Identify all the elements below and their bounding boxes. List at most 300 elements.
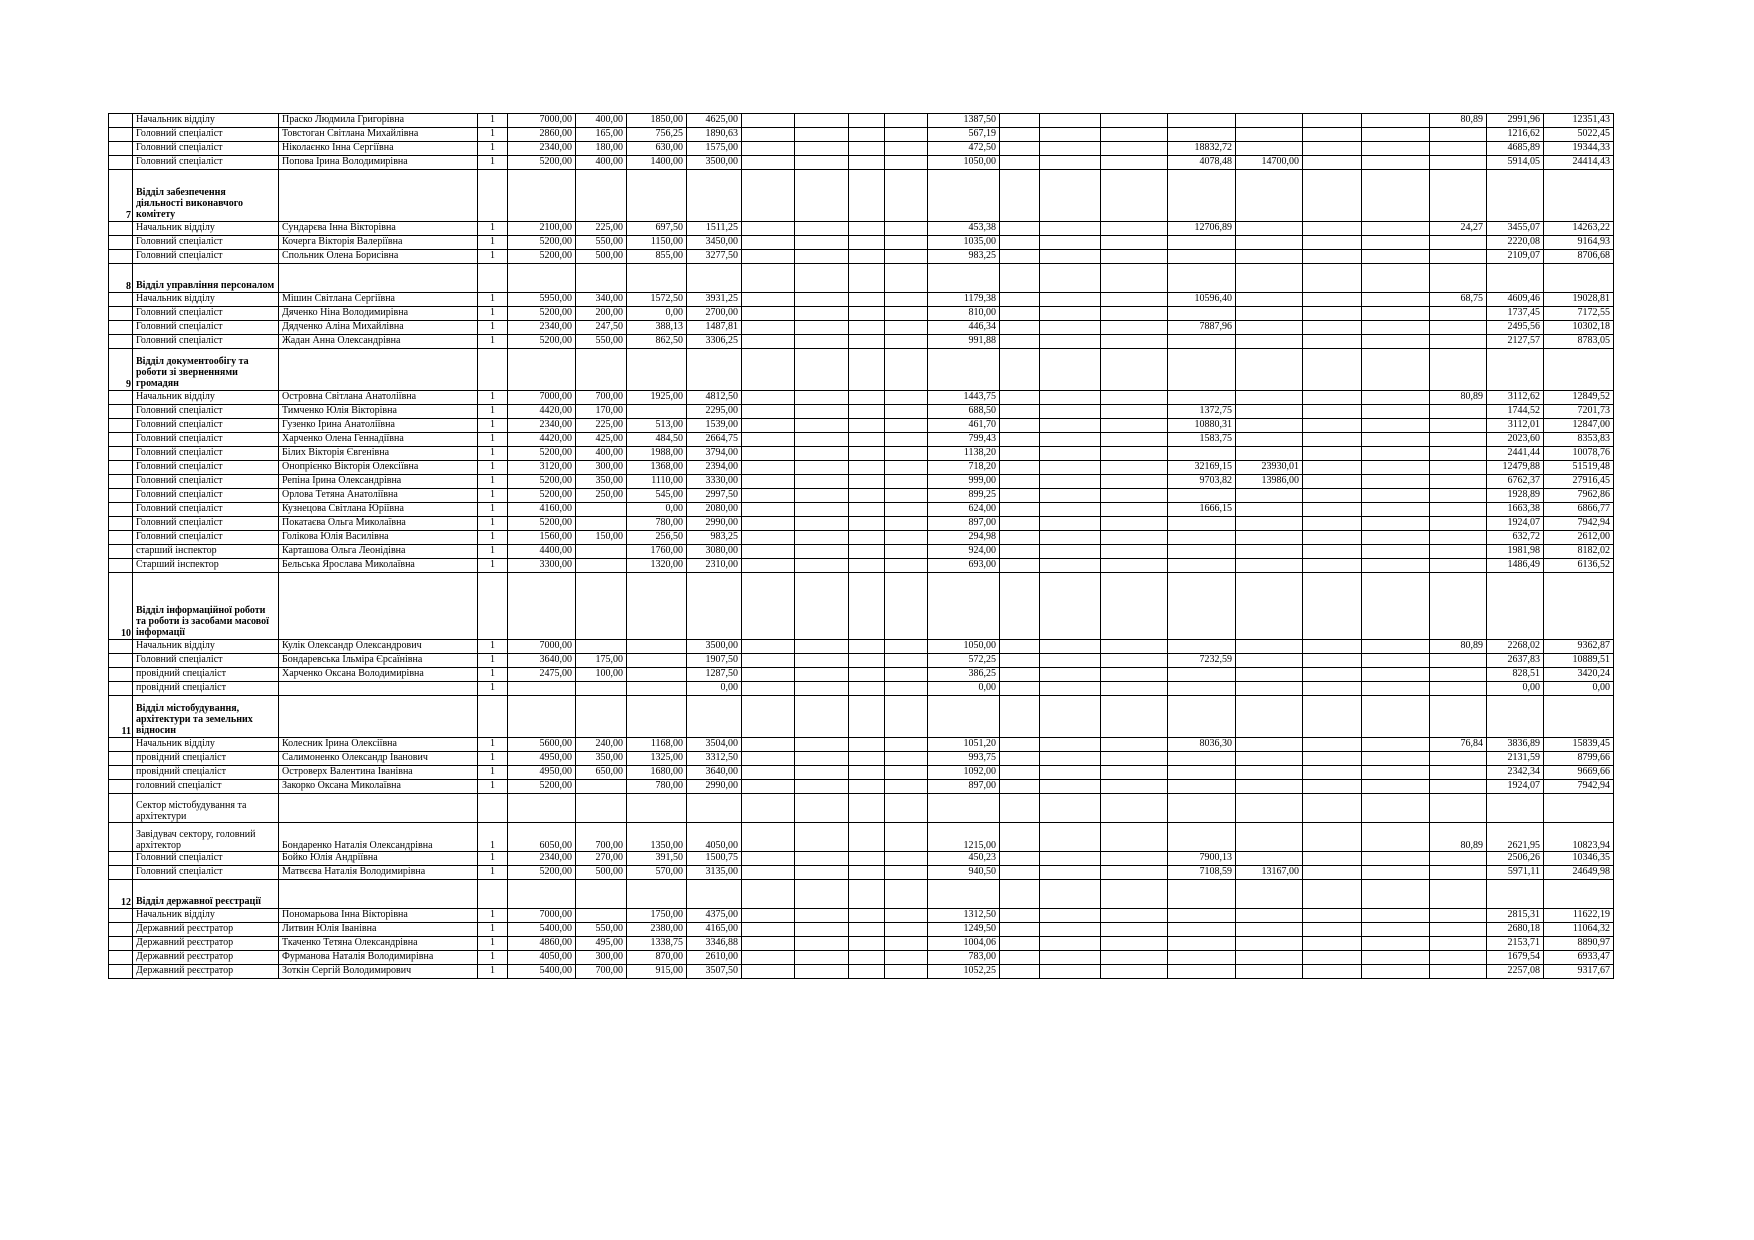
table-cell	[1303, 128, 1362, 142]
table-cell	[1168, 923, 1236, 937]
table-cell	[795, 349, 849, 391]
table-cell	[1236, 640, 1303, 654]
table-cell	[1101, 696, 1168, 738]
position-cell: Начальник відділу	[133, 738, 279, 752]
table-cell	[1430, 433, 1487, 447]
table-row	[109, 640, 1614, 654]
table-cell	[279, 170, 478, 222]
employee-name-cell: Литвин Юлія Іванівна	[279, 923, 478, 937]
position-cell: провідний спеціаліст	[133, 668, 279, 682]
table-cell	[1101, 852, 1168, 866]
table-cell	[795, 517, 849, 531]
table-cell	[627, 170, 687, 222]
table-cell: 400,00	[576, 114, 627, 128]
table-cell: 11622,19	[1544, 909, 1614, 923]
table-cell	[1362, 937, 1430, 951]
table-cell: 388,13	[627, 321, 687, 335]
table-cell	[1544, 264, 1614, 293]
table-cell	[1000, 668, 1040, 682]
table-cell: 3450,00	[687, 236, 742, 250]
table-cell	[1000, 696, 1040, 738]
table-cell	[1040, 880, 1101, 909]
table-cell	[1236, 142, 1303, 156]
table-cell	[576, 349, 627, 391]
table-cell	[1430, 419, 1487, 433]
table-cell	[742, 866, 795, 880]
table-cell	[1362, 965, 1430, 979]
table-cell	[1101, 170, 1168, 222]
table-cell	[1303, 880, 1362, 909]
table-cell: 1	[478, 489, 508, 503]
table-cell: 4375,00	[687, 909, 742, 923]
table-cell: 3080,00	[687, 545, 742, 559]
table-cell: 4685,89	[1487, 142, 1544, 156]
table-cell: 1	[478, 156, 508, 170]
employee-name-cell: Зоткін Сергій Володимирович	[279, 965, 478, 979]
table-cell	[742, 640, 795, 654]
table-cell: 688,50	[928, 405, 1000, 419]
table-cell	[1430, 335, 1487, 349]
table-cell	[1487, 170, 1544, 222]
table-row	[109, 780, 1614, 794]
section-title: Відділ інформаційної роботи та роботи із засобами масової інформації	[133, 573, 279, 640]
table-cell: 6136,52	[1544, 559, 1614, 573]
table-cell: 2621,95	[1487, 823, 1544, 852]
position-cell: Головний спеціаліст	[133, 405, 279, 419]
table-cell	[1168, 307, 1236, 321]
table-cell	[1040, 475, 1101, 489]
table-cell	[1168, 752, 1236, 766]
table-cell	[795, 951, 849, 965]
table-cell	[885, 170, 928, 222]
table-cell	[1303, 503, 1362, 517]
table-cell	[795, 545, 849, 559]
position-cell: Головний спеціаліст	[133, 433, 279, 447]
table-body	[109, 114, 1614, 979]
table-cell: 225,00	[576, 222, 627, 236]
employee-name-cell: Товстоган Світлана Михайлівна	[279, 128, 478, 142]
table-cell	[795, 752, 849, 766]
table-cell: 500,00	[576, 866, 627, 880]
table-cell	[109, 128, 133, 142]
table-cell	[627, 264, 687, 293]
table-cell: 3640,00	[687, 766, 742, 780]
table-cell	[1362, 752, 1430, 766]
table-cell: 2664,75	[687, 433, 742, 447]
section-row	[109, 696, 1614, 738]
table-cell	[109, 965, 133, 979]
table-cell	[1430, 503, 1487, 517]
table-cell	[627, 654, 687, 668]
position-cell: старший інспектор	[133, 545, 279, 559]
position-cell: провідний спеціаліст	[133, 682, 279, 696]
table-cell	[1101, 766, 1168, 780]
table-row	[109, 236, 1614, 250]
table-cell	[1430, 880, 1487, 909]
table-cell	[849, 419, 885, 433]
table-cell: 2495,56	[1487, 321, 1544, 335]
table-cell	[1040, 335, 1101, 349]
employee-name-cell: Попова Ірина Володимирівна	[279, 156, 478, 170]
position-cell: Державний реєстратор	[133, 951, 279, 965]
table-row	[109, 475, 1614, 489]
table-cell	[1362, 142, 1430, 156]
table-cell: 19028,81	[1544, 293, 1614, 307]
table-cell	[1236, 419, 1303, 433]
table-cell	[849, 335, 885, 349]
table-cell	[742, 852, 795, 866]
table-cell: 14263,22	[1544, 222, 1614, 236]
table-cell	[1168, 447, 1236, 461]
table-cell	[1362, 156, 1430, 170]
table-cell	[795, 965, 849, 979]
table-cell	[1040, 142, 1101, 156]
table-cell	[1362, 880, 1430, 909]
table-cell	[885, 738, 928, 752]
table-cell	[1101, 433, 1168, 447]
table-cell: 630,00	[627, 142, 687, 156]
table-cell: 175,00	[576, 654, 627, 668]
table-cell	[1430, 461, 1487, 475]
section-row	[109, 573, 1614, 640]
table-cell: 1	[478, 391, 508, 405]
table-cell	[1101, 923, 1168, 937]
table-row	[109, 391, 1614, 405]
table-cell	[1040, 307, 1101, 321]
table-cell: 1320,00	[627, 559, 687, 573]
table-cell	[849, 752, 885, 766]
table-cell: 400,00	[576, 156, 627, 170]
table-cell	[1101, 866, 1168, 880]
employee-name-cell: Мішин Світлана Сергіївна	[279, 293, 478, 307]
table-cell	[1101, 654, 1168, 668]
table-cell	[1236, 293, 1303, 307]
table-cell	[1168, 250, 1236, 264]
table-cell: 51519,48	[1544, 461, 1614, 475]
table-cell	[1303, 489, 1362, 503]
table-cell	[885, 909, 928, 923]
table-cell	[1101, 293, 1168, 307]
table-cell	[885, 640, 928, 654]
employee-name-cell: Голікова Юлія Василівна	[279, 531, 478, 545]
table-cell	[885, 419, 928, 433]
table-cell: 0,00	[687, 682, 742, 696]
employee-name-cell: Ніколаєнко Інна Сергіївна	[279, 142, 478, 156]
table-cell	[1236, 517, 1303, 531]
table-cell: 1539,00	[687, 419, 742, 433]
table-cell	[1236, 170, 1303, 222]
position-cell: Головний спеціаліст	[133, 236, 279, 250]
table-cell: 700,00	[576, 391, 627, 405]
table-cell	[1168, 170, 1236, 222]
table-cell: 2220,08	[1487, 236, 1544, 250]
table-cell: 5200,00	[508, 780, 576, 794]
table-cell	[1303, 461, 1362, 475]
table-cell	[1040, 682, 1101, 696]
table-cell	[1430, 405, 1487, 419]
table-cell: 0,00	[1544, 682, 1614, 696]
table-cell	[885, 880, 928, 909]
table-cell	[849, 307, 885, 321]
table-cell	[885, 222, 928, 236]
section-number: 8	[109, 264, 133, 293]
table-cell	[928, 880, 1000, 909]
table-cell: 2990,00	[687, 517, 742, 531]
table-cell: 1092,00	[928, 766, 1000, 780]
table-cell	[1000, 264, 1040, 293]
employee-name-cell: Харченко Оксана Володимирівна	[279, 668, 478, 682]
table-cell: 3346,88	[687, 937, 742, 951]
table-cell: 8783,05	[1544, 335, 1614, 349]
table-cell: 18832,72	[1168, 142, 1236, 156]
table-cell	[1236, 250, 1303, 264]
employee-name-cell: Островна Світлана Анатоліївна	[279, 391, 478, 405]
table-cell	[1303, 405, 1362, 419]
table-cell	[1236, 965, 1303, 979]
table-cell	[885, 114, 928, 128]
table-cell: 23930,01	[1236, 461, 1303, 475]
table-cell	[1000, 222, 1040, 236]
table-cell	[1000, 965, 1040, 979]
table-cell	[1000, 780, 1040, 794]
table-cell: 12479,88	[1487, 461, 1544, 475]
table-cell	[742, 293, 795, 307]
table-cell	[795, 503, 849, 517]
table-cell	[928, 696, 1000, 738]
table-cell	[1487, 264, 1544, 293]
table-cell	[1362, 517, 1430, 531]
table-cell	[109, 668, 133, 682]
table-cell: 6050,00	[508, 823, 576, 852]
table-cell	[1236, 766, 1303, 780]
table-cell	[1168, 794, 1236, 823]
table-cell	[627, 668, 687, 682]
table-cell	[1236, 951, 1303, 965]
table-cell	[1236, 114, 1303, 128]
table-cell: 2340,00	[508, 852, 576, 866]
table-cell	[795, 766, 849, 780]
table-cell: 780,00	[627, 517, 687, 531]
table-cell	[1430, 780, 1487, 794]
table-cell	[849, 866, 885, 880]
table-cell: 12849,52	[1544, 391, 1614, 405]
table-cell: 1750,00	[627, 909, 687, 923]
table-cell	[742, 752, 795, 766]
table-cell: 5200,00	[508, 447, 576, 461]
table-cell	[1101, 349, 1168, 391]
table-cell: 256,50	[627, 531, 687, 545]
table-cell: 10889,51	[1544, 654, 1614, 668]
table-cell: 862,50	[627, 335, 687, 349]
table-cell	[795, 937, 849, 951]
table-cell	[1362, 866, 1430, 880]
table-cell: 7232,59	[1168, 654, 1236, 668]
table-cell	[1362, 766, 1430, 780]
table-cell	[742, 264, 795, 293]
table-cell: 1443,75	[928, 391, 1000, 405]
table-cell	[885, 752, 928, 766]
table-cell: 5200,00	[508, 236, 576, 250]
table-cell	[742, 951, 795, 965]
table-cell	[795, 419, 849, 433]
table-cell	[1168, 545, 1236, 559]
table-cell	[109, 937, 133, 951]
table-cell	[1236, 923, 1303, 937]
table-cell	[1101, 682, 1168, 696]
table-cell	[109, 391, 133, 405]
table-row	[109, 321, 1614, 335]
table-cell: 2680,18	[1487, 923, 1544, 937]
table-cell	[109, 923, 133, 937]
table-row	[109, 531, 1614, 545]
table-cell: 270,00	[576, 852, 627, 866]
table-cell	[885, 682, 928, 696]
table-cell	[1040, 250, 1101, 264]
table-cell: 9703,82	[1168, 475, 1236, 489]
employee-name-cell: Островерх Валентина Іванівна	[279, 766, 478, 780]
table-cell	[1303, 738, 1362, 752]
table-cell	[742, 517, 795, 531]
position-cell: головний спеціаліст	[133, 780, 279, 794]
table-cell	[109, 433, 133, 447]
table-cell	[1362, 321, 1430, 335]
table-cell	[1168, 682, 1236, 696]
table-cell	[849, 545, 885, 559]
table-cell: 2340,00	[508, 419, 576, 433]
table-cell: 5200,00	[508, 156, 576, 170]
table-cell	[742, 923, 795, 937]
table-cell: 386,25	[928, 668, 1000, 682]
table-cell	[1362, 682, 1430, 696]
table-cell	[1040, 951, 1101, 965]
table-cell	[1362, 419, 1430, 433]
table-cell	[508, 682, 576, 696]
table-cell: 12351,43	[1544, 114, 1614, 128]
table-cell	[849, 852, 885, 866]
table-cell	[109, 307, 133, 321]
table-cell	[885, 250, 928, 264]
table-cell	[742, 654, 795, 668]
table-cell	[1362, 447, 1430, 461]
table-cell	[1040, 461, 1101, 475]
table-cell	[885, 780, 928, 794]
table-cell: 2127,57	[1487, 335, 1544, 349]
table-cell	[1303, 640, 1362, 654]
table-cell	[1303, 766, 1362, 780]
employee-name-cell: Фурманова Наталія Володимирівна	[279, 951, 478, 965]
table-cell: 3507,50	[687, 965, 742, 979]
table-cell	[1000, 559, 1040, 573]
table-cell	[1000, 128, 1040, 142]
table-cell	[109, 222, 133, 236]
table-cell	[1362, 335, 1430, 349]
table-cell	[849, 909, 885, 923]
table-cell	[849, 654, 885, 668]
table-cell: 1	[478, 531, 508, 545]
table-cell	[1303, 923, 1362, 937]
table-cell	[1236, 391, 1303, 405]
table-row	[109, 682, 1614, 696]
table-cell: 1338,75	[627, 937, 687, 951]
table-cell	[1000, 654, 1040, 668]
table-cell	[849, 531, 885, 545]
section-title: Відділ управління персоналом	[133, 264, 279, 293]
table-cell: 2131,59	[1487, 752, 1544, 766]
position-cell: Головний спеціаліст	[133, 142, 279, 156]
table-cell	[1303, 654, 1362, 668]
table-cell	[795, 335, 849, 349]
position-cell: Начальник відділу	[133, 640, 279, 654]
table-cell	[627, 349, 687, 391]
table-cell	[1000, 951, 1040, 965]
table-cell	[885, 923, 928, 937]
table-cell: 1737,45	[1487, 307, 1544, 321]
table-cell: 6762,37	[1487, 475, 1544, 489]
position-cell: Державний реєстратор	[133, 923, 279, 937]
table-cell	[1362, 696, 1430, 738]
table-cell: 5022,45	[1544, 128, 1614, 142]
table-cell	[795, 321, 849, 335]
table-cell	[1362, 433, 1430, 447]
table-cell	[1544, 794, 1614, 823]
table-cell: 1924,07	[1487, 780, 1544, 794]
table-cell	[795, 866, 849, 880]
table-cell	[1430, 128, 1487, 142]
table-cell	[885, 794, 928, 823]
table-cell	[1101, 461, 1168, 475]
table-cell	[849, 503, 885, 517]
table-cell	[1362, 293, 1430, 307]
table-cell	[1000, 503, 1040, 517]
table-cell	[795, 293, 849, 307]
table-cell	[885, 852, 928, 866]
table-cell	[849, 447, 885, 461]
table-cell	[1430, 307, 1487, 321]
table-cell	[109, 640, 133, 654]
table-cell	[1040, 128, 1101, 142]
table-cell	[576, 880, 627, 909]
table-cell	[1000, 923, 1040, 937]
table-cell: 1679,54	[1487, 951, 1544, 965]
table-cell	[478, 349, 508, 391]
table-cell	[885, 866, 928, 880]
table-cell	[742, 236, 795, 250]
table-cell	[109, 517, 133, 531]
table-cell: 2637,83	[1487, 654, 1544, 668]
table-cell	[1101, 475, 1168, 489]
table-cell	[1362, 654, 1430, 668]
table-cell: 472,50	[928, 142, 1000, 156]
table-row	[109, 965, 1614, 979]
table-cell: 1486,49	[1487, 559, 1544, 573]
table-cell	[1000, 517, 1040, 531]
table-cell: 7962,86	[1544, 489, 1614, 503]
employee-name-cell: Салимоненко Олександр Іванович	[279, 752, 478, 766]
table-cell: 5200,00	[508, 866, 576, 880]
table-cell: 4625,00	[687, 114, 742, 128]
table-cell: 495,00	[576, 937, 627, 951]
table-cell: 8182,02	[1544, 545, 1614, 559]
table-cell	[109, 545, 133, 559]
table-cell	[849, 114, 885, 128]
table-cell: 4420,00	[508, 405, 576, 419]
table-cell: 32169,15	[1168, 461, 1236, 475]
table-cell: 5200,00	[508, 335, 576, 349]
table-cell	[1101, 250, 1168, 264]
subsection-title: Сектор містобудування та архітектури	[133, 794, 279, 823]
table-cell: 80,89	[1430, 823, 1487, 852]
table-cell	[1000, 766, 1040, 780]
